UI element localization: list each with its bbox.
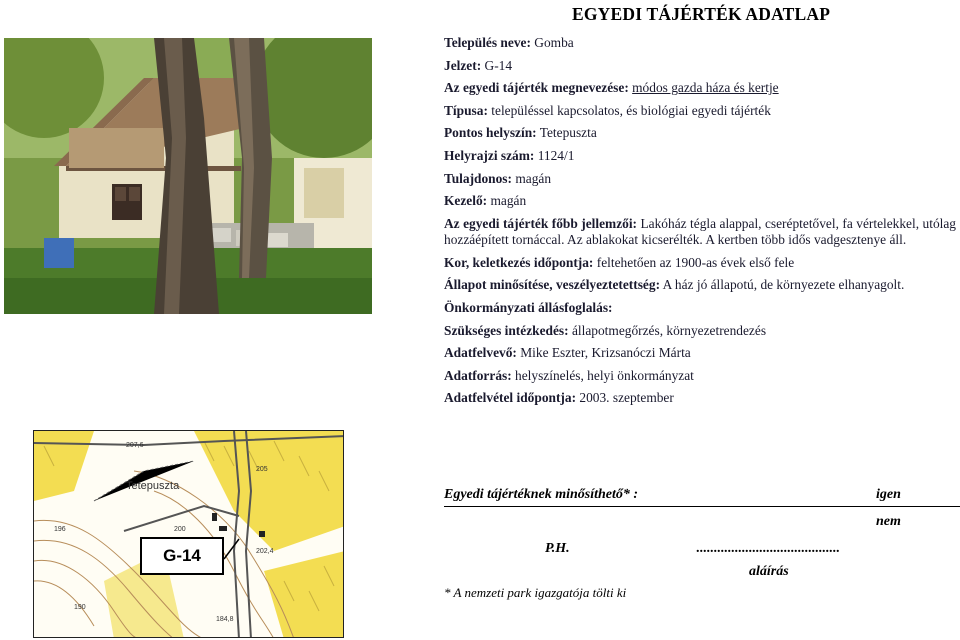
field-row-settlement	[444, 35, 956, 52]
field-value: 2003. szeptember	[579, 390, 674, 406]
field-label: Kor, keletkezés időpontja:	[444, 254, 594, 270]
map-elevation: 184,8	[216, 616, 234, 623]
field-row-date	[444, 390, 956, 407]
field-label: Az egyedi tájérték megnevezése:	[444, 80, 629, 96]
location-map	[33, 430, 344, 638]
field-label: Önkormányzati állásfoglalás:	[444, 300, 613, 316]
map-marker-label: G-14	[140, 537, 224, 575]
field-label: Állapot minősítése, veszélyeztetettség:	[444, 277, 661, 293]
map-elevation: 205	[256, 466, 268, 473]
field-value: A ház jó állapotú, de környezete elhanyagolt.	[662, 277, 905, 293]
field-value: magán	[490, 193, 527, 209]
field-value: állapotmegőrzés, környezetrendezés	[571, 322, 767, 338]
stamp-placeholder: P.H.	[545, 541, 570, 556]
field-row-recorder	[444, 345, 956, 362]
field-value: helyszínelés, helyi önkormányzat	[515, 367, 694, 383]
field-row-features	[444, 216, 956, 249]
field-value: Gomba	[534, 35, 574, 50]
field-value: 1124/1	[537, 147, 575, 163]
field-row-condition	[444, 277, 956, 294]
field-label: Típusa:	[444, 102, 488, 118]
field-row-parcel	[444, 148, 956, 165]
option-yes[interactable]: igen	[876, 487, 901, 502]
map-elevation: 202,4	[256, 548, 274, 555]
field-row-type	[444, 103, 956, 120]
field-label: Adatforrás:	[444, 367, 512, 383]
field-value: feltehetően az 1900-as évek első fele	[596, 254, 795, 270]
field-label: Helyrajzi szám:	[444, 147, 535, 163]
field-row-name	[444, 80, 956, 97]
signature-line: .........................................	[696, 541, 840, 556]
footnote: * A nemzeti park igazgatója tölti ki	[444, 585, 627, 600]
field-label: Adatfelvétel időpontja:	[444, 390, 577, 406]
field-label: Kezelő:	[444, 193, 488, 209]
map-elevation: 207,6	[126, 442, 144, 449]
qualification-question: Egyedi tájértéknek minősíthető* :	[444, 487, 639, 502]
field-value: településsel kapcsolatos, és biológiai egyedi tájérték	[491, 102, 771, 118]
signature-label: aláírás	[749, 564, 789, 579]
field-label: Település neve:	[444, 35, 531, 50]
field-label: Pontos helyszín:	[444, 125, 537, 141]
field-row-location	[444, 125, 956, 142]
field-row-source	[444, 368, 956, 385]
field-value: magán	[515, 170, 552, 186]
field-label: Tulajdonos:	[444, 170, 512, 186]
field-row-measures	[444, 323, 956, 340]
map-elevation: 196	[54, 526, 66, 533]
field-row-age	[444, 255, 956, 272]
field-value: módos gazda háza és kertje	[632, 80, 779, 96]
field-row-municipal-position	[444, 300, 956, 317]
field-value: G-14	[484, 57, 513, 73]
field-value: Mike Eszter, Krizsanóczi Márta	[520, 345, 691, 361]
map-elevation: 190	[74, 604, 86, 611]
page-title: EGYEDI TÁJÉRTÉK ADATLAP	[572, 4, 831, 24]
field-row-code	[444, 58, 956, 75]
field-row-manager	[444, 193, 956, 210]
house-photo	[4, 38, 372, 314]
field-label: Adatfelvevő:	[444, 345, 517, 361]
field-row-owner	[444, 171, 956, 188]
option-no[interactable]: nem	[876, 514, 901, 529]
field-label: Szükséges intézkedés:	[444, 322, 569, 338]
map-place-name: Tetepuszta	[126, 480, 180, 492]
field-label: Jelzet:	[444, 57, 482, 73]
field-value: Lakóház tégla alappal, cseréptetővel, fa vértelekkel, utólag hozzáépített tornáccal. Az ablakokat kicserélték. A kertben több idős vadgesztenye áll.	[444, 215, 956, 248]
field-list	[444, 35, 956, 413]
map-elevation: 200	[174, 526, 186, 533]
field-value: Tetepuszta	[539, 125, 597, 141]
field-label: Az egyedi tájérték főbb jellemzői:	[444, 215, 638, 231]
